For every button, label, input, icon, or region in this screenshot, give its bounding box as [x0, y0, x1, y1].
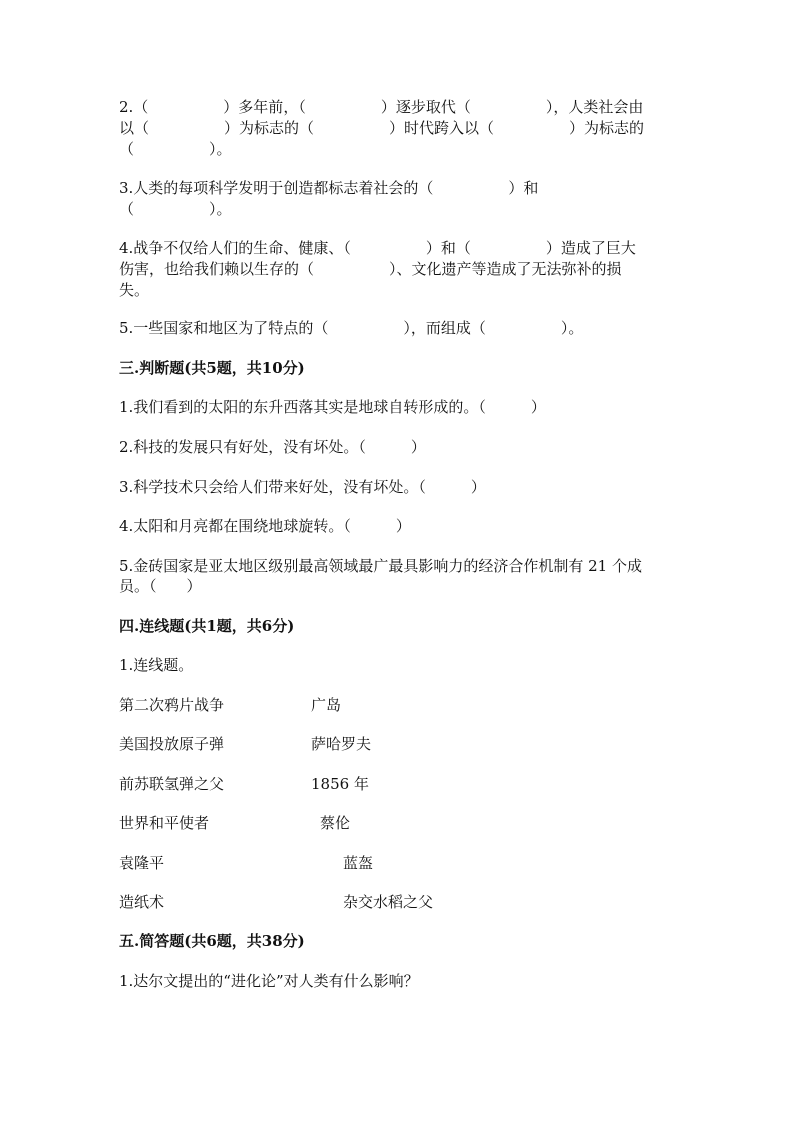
fill-blank-q4-line3: 失。	[119, 281, 150, 299]
fill-blank-q2-line2: 以（ ）为标志的（ ）时代跨入以（ ）为标志的	[119, 119, 645, 137]
fill-blank-q4-line2: 伤害，也给我们赖以生存的（ ）、文化遗产等造成了无法弥补的损	[119, 260, 622, 278]
section-judgment-heading: 三.判断题(共5题，共10分)	[119, 359, 305, 377]
judgment-item-2: 2.科技的发展只有好处，没有坏处。（ ）	[119, 438, 426, 456]
matching-right-item: 1856 年	[311, 775, 369, 793]
matching-left-item: 美国投放原子弹	[119, 735, 225, 753]
fill-blank-q5-line1: 5.一些国家和地区为了特点的（ ），而组成（ ）。	[119, 319, 584, 337]
matching-right-item: 蓝盔	[343, 854, 374, 872]
matching-left-item: 袁隆平	[119, 854, 165, 872]
judgment-item-4: 4.太阳和月亮都在围绕地球旋转。（ ）	[119, 517, 411, 535]
fill-blank-q3-line2: （ ）。	[119, 200, 232, 218]
matching-left-item: 世界和平使者	[119, 814, 210, 832]
matching-left-item: 造纸术	[119, 893, 165, 911]
judgment-item-1: 1.我们看到的太阳的东升西落其实是地球自转形成的。（ ）	[119, 398, 546, 416]
matching-right-item: 萨哈罗夫	[311, 735, 372, 753]
judgment-item-5-line2: 员。（ ）	[119, 577, 202, 595]
section-matching-heading: 四.连线题(共1题，共6分)	[119, 617, 295, 635]
section-short-answer-heading: 五.简答题(共6题，共38分)	[119, 932, 305, 950]
judgment-item-3: 3.科学技术只会给人们带来好处，没有坏处。（ ）	[119, 478, 486, 496]
fill-blank-q3-line1: 3.人类的每项科学发明于创造都标志着社会的（ ）和	[119, 179, 539, 197]
matching-right-item: 蔡伦	[320, 814, 351, 832]
matching-right-item: 广岛	[311, 696, 342, 714]
fill-blank-q2-line1: 2.（ ）多年前，（ ）逐步取代（ ），人类社会由	[119, 98, 644, 116]
fill-blank-q2-line3: （ ）。	[119, 140, 232, 158]
judgment-item-5-line1: 5.金砖国家是亚太地区级别最高领域最广最具影响力的经济合作机制有 21 个成	[119, 557, 642, 575]
matching-left-item: 第二次鸦片战争	[119, 696, 225, 714]
matching-left-item: 前苏联氢弹之父	[119, 775, 225, 793]
matching-intro: 1.连线题。	[119, 656, 194, 674]
short-answer-q1: 1.达尔文提出的“进化论”对人类有什么影响？	[119, 972, 419, 990]
matching-right-item: 杂交水稻之父	[343, 893, 434, 911]
fill-blank-q4-line1: 4.战争不仅给人们的生命、健康、（ ）和（ ）造成了巨大	[119, 239, 636, 257]
